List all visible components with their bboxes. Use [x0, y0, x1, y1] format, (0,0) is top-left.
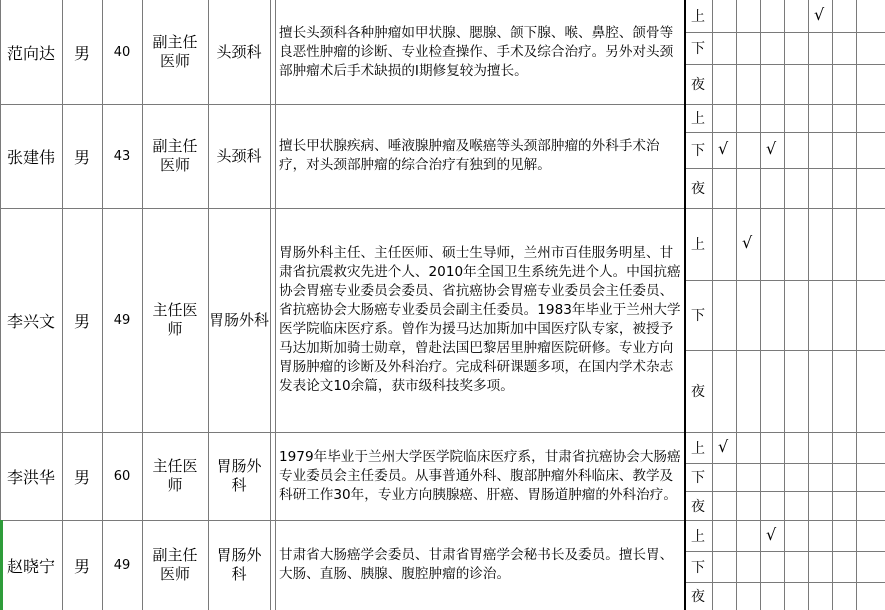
schedule-slot-label: 下 — [691, 308, 705, 324]
doctor-department — [208, 104, 270, 208]
doctor-title — [142, 104, 208, 208]
grid-line — [0, 520, 885, 521]
schedule-slot-label: 下 — [691, 470, 705, 486]
grid-line — [62, 0, 63, 610]
schedule-slot-label: 上 — [691, 237, 705, 253]
doctor-title — [142, 520, 208, 610]
doctor-department — [208, 520, 270, 610]
doctor-department-line: 头颈科 — [216, 146, 262, 165]
doctor-description-text: 1979年毕业于兰州大学医学院临床医疗系，甘肃省抗癌协会大肠癌专业委员会主任委员。从事普通外科、腹部肿瘤外科临床、教学及科研工作30年，专业方向胰腺癌、肝癌、胃肠道肿瘤的外科治疗。 — [279, 448, 681, 503]
doctor-description-text: 甘肃省大肠癌学会委员、甘肃省胃癌学会秘书长及委员。擅长胃、大肠、直肠、胰腺、腹腔肿瘤的诊治。 — [279, 547, 674, 582]
doctor-description — [275, 104, 684, 208]
doctor-description-text: 擅长甲状腺疾病、唾液腺肿瘤及喉癌等头颈部肿瘤的外科手术治疗，对头颈部肿瘤的综合治疗有独到的见解。 — [279, 138, 660, 173]
schedule-slot-label: 上 — [691, 528, 705, 545]
schedule-check-mark: √ — [766, 524, 777, 544]
schedule-slot-label: 夜 — [691, 498, 705, 515]
doctor-age: 40 — [113, 44, 131, 60]
doctor-title-line: 师 — [167, 320, 183, 338]
doctor-gender: 男 — [73, 43, 90, 63]
schedule-slot-label: 下 — [691, 143, 705, 159]
schedule-slot-label: 夜 — [691, 181, 705, 197]
grid-line — [0, 104, 885, 105]
doctor-age: 43 — [113, 148, 131, 164]
grid-line — [142, 0, 143, 610]
doctor-description-text: 擅长头颈科各种肿瘤如甲状腺、腮腺、颌下腺、喉、鼻腔、颌骨等良恶性肿瘤的诊断、专业检查操作、手术及综合治疗。另外对头颈部肿瘤术后手术缺损的I期修复较为擅长。 — [279, 24, 674, 79]
doctor-age: 60 — [113, 468, 131, 484]
schedule-check-mark: √ — [718, 139, 729, 158]
doctor-gender: 男 — [73, 467, 90, 487]
doctor-title — [142, 432, 208, 520]
doctor-age: 49 — [113, 312, 131, 328]
doctor-description — [275, 520, 684, 610]
doctor-description — [275, 0, 684, 104]
doctor-description — [275, 208, 684, 432]
doctor-department-line: 科 — [231, 565, 247, 583]
doctor-department — [208, 0, 270, 104]
doctor-gender: 男 — [73, 311, 90, 331]
schedule-slot-label: 上 — [691, 9, 705, 25]
grid-line — [684, 0, 686, 610]
doctor-name: 张建伟 — [6, 147, 55, 167]
doctor-title — [142, 0, 208, 104]
doctor-department-line: 胃肠外科 — [208, 310, 269, 329]
schedule-slot-label: 下 — [691, 559, 705, 576]
doctor-title-line: 副主任 — [152, 33, 198, 51]
grid-line — [275, 0, 276, 610]
doctor-title-line: 主任医 — [152, 301, 198, 319]
doctor-name: 范向达 — [6, 43, 55, 63]
doctor-department — [208, 432, 270, 520]
schedule-check-mark: √ — [814, 5, 825, 24]
grid-line — [856, 0, 857, 610]
grid-line — [0, 432, 885, 433]
doctor-title-line: 医师 — [159, 52, 190, 70]
schedule-check-mark: √ — [742, 233, 753, 252]
schedule-slot-label: 夜 — [691, 589, 705, 605]
doctor-description — [275, 432, 684, 520]
doctor-gender: 男 — [73, 556, 90, 576]
doctor-title-line: 医师 — [159, 565, 190, 583]
schedule-slot-label: 下 — [691, 41, 705, 57]
doctor-title-line: 师 — [167, 476, 183, 494]
doctor-description-text: 胃肠外科主任、主任医师、硕士生导师，兰州市百佳服务明星、甘肃省抗震救灾先进个人、2010年全国卫生系统先进个人。中国抗癌协会胃癌专业委员会委员、省抗癌协会胃癌专业委员会主任委员、省抗癌协会大肠癌专业委员会副主任委员。1983年毕业于兰州大学医学院临床医疗系。曾作为援马达加斯加中国医疗队专家，被授予马达加斯加骑士勋章，曾赴法国巴黎居里肿瘤医院研修。专业方向胃肠肿瘤的诊断及外科治疗。完成科研课题多项，在国内学术杂志发表论文10余篇，获市级科技奖多项。 — [279, 245, 681, 394]
grid-line — [208, 0, 209, 610]
doctor-department-line: 胃肠外 — [216, 457, 262, 475]
doctor-department-line: 胃肠外 — [216, 546, 262, 564]
schedule-slot-label: 上 — [691, 111, 705, 127]
doctor-name: 李洪华 — [6, 467, 55, 487]
doctor-title-line: 副主任 — [152, 137, 198, 155]
doctor-title-line: 医师 — [159, 156, 190, 174]
doctor-department-line: 科 — [231, 476, 247, 494]
doctor-title-line: 主任医 — [152, 457, 198, 475]
grid-line — [808, 0, 809, 610]
schedule-check-mark: √ — [766, 139, 777, 158]
schedule-check-mark: √ — [718, 436, 729, 456]
grid-line — [0, 0, 1, 610]
grid-line — [102, 0, 103, 610]
row-highlight-marker — [0, 520, 3, 610]
doctor-name: 李兴文 — [6, 311, 55, 331]
doctor-title-line: 副主任 — [152, 546, 198, 564]
schedule-slot-label: 上 — [691, 440, 705, 457]
doctor-department-line: 头颈科 — [216, 42, 262, 61]
doctor-name: 赵晓宁 — [6, 556, 55, 576]
grid-line — [784, 0, 785, 610]
grid-line — [0, 208, 885, 209]
grid-line — [736, 0, 737, 610]
grid-line — [270, 0, 271, 610]
grid-line — [712, 0, 713, 610]
doctor-gender: 男 — [73, 147, 90, 167]
grid-line — [832, 0, 833, 610]
grid-line — [760, 0, 761, 610]
schedule-slot-label: 夜 — [691, 77, 705, 93]
schedule-slot-label: 夜 — [691, 384, 705, 400]
doctor-title — [142, 208, 208, 432]
doctor-department — [208, 208, 270, 432]
doctor-age: 49 — [113, 557, 131, 573]
